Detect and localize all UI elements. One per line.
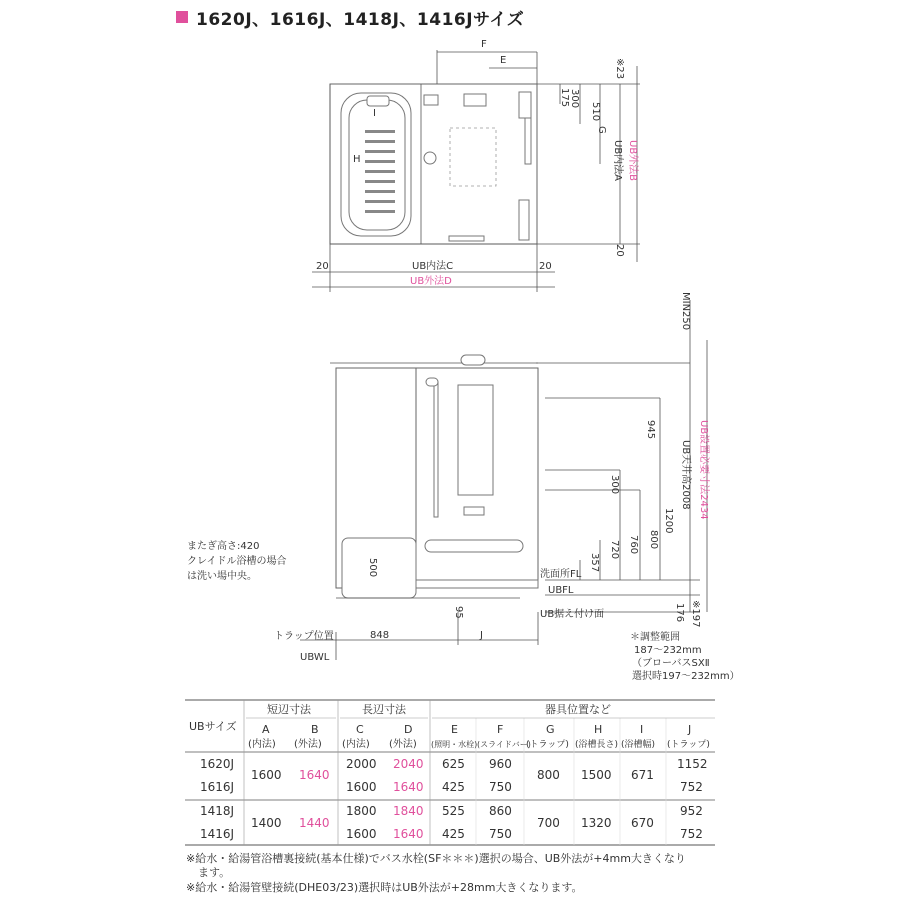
row-size: 1620J <box>200 757 235 771</box>
col-d: D <box>404 723 413 736</box>
plan-dim-23: ※23 <box>614 58 625 80</box>
elev-dim-j: J <box>480 630 483 641</box>
elev-step-height: またぎ高さ:420 <box>187 541 260 552</box>
group2-g: 700 <box>537 816 560 830</box>
elev-bathtub <box>342 538 416 598</box>
elev-counter <box>425 540 523 552</box>
col-a-sub: (内法) <box>248 739 276 750</box>
elev-dim-760: 760 <box>628 535 639 555</box>
group2-h: 1320 <box>581 816 612 830</box>
elev-dim-176: 176 <box>674 603 685 623</box>
elev-ub-mount: UB据え付け面 <box>540 609 605 620</box>
elev-cradle-2: は洗い場中央。 <box>187 571 257 582</box>
plan-dim-510: 510 <box>590 102 601 122</box>
row-size: 1418J <box>200 804 235 818</box>
elev-adjust-3: （ブローバスSXⅡ <box>632 658 710 669</box>
elev-required: UB設置必要寸法2434 <box>698 420 709 520</box>
elev-ceiling-light <box>461 355 485 365</box>
group1-i: 671 <box>631 768 654 782</box>
row-d: 2040 <box>393 757 424 771</box>
note-1-line-a: ※給水・給湯管浴槽裏接続(基本仕様)でバス水栓(SF＊＊＊)選択の場合、UB外法が+4mm大きくなり <box>186 852 686 865</box>
elev-dim-800: 800 <box>648 530 659 550</box>
elev-ceiling: UB天井高2008 <box>680 440 691 510</box>
plan-faucet <box>424 95 438 105</box>
group2-a: 1400 <box>251 816 282 830</box>
elev-shower-bar <box>434 382 438 517</box>
col-g: G <box>546 723 555 736</box>
elev-wash-fl: 洗面所FL <box>540 569 582 580</box>
plan-dim-e: E <box>500 55 507 66</box>
plan-drain <box>424 152 436 164</box>
plan-tub-h: H <box>353 154 361 165</box>
row-size: 1616J <box>200 780 235 794</box>
group1-g: 800 <box>537 768 560 782</box>
note-1-line-b: ます。 <box>198 866 231 879</box>
elev-dim-95: 95 <box>453 606 464 619</box>
plan-ub-inner-a: UB内法A <box>612 140 623 182</box>
plan-dim-300: 300 <box>569 89 580 109</box>
plan-tub-i: I <box>373 108 376 119</box>
note-2: ※給水・給湯管壁接続(DHE03/23)選択時はUB外法が+28mm大きくなります。 <box>186 881 583 894</box>
elev-adjust-1: ＊調整範囲 <box>630 632 680 643</box>
col-e-sub: (照明・水栓) <box>431 740 478 749</box>
elev-adjust-4: 選択時197～232mm） <box>632 671 740 682</box>
row-j: 752 <box>680 780 703 794</box>
plan-dim-g: G <box>596 126 607 134</box>
col-h-sub: (浴槽長さ) <box>575 740 619 750</box>
row-j: 1152 <box>677 757 708 771</box>
elev-dim-197: ※197 <box>690 600 701 628</box>
plan-mirror-cab <box>519 92 531 118</box>
elev-dim-720: 720 <box>609 540 620 560</box>
col-a: A <box>262 723 270 736</box>
table-long-side: 長辺寸法 <box>362 703 406 716</box>
col-j-sub: (トラップ) <box>667 740 710 750</box>
elev-ubfl: UBFL <box>548 585 574 596</box>
plan-door <box>525 118 531 164</box>
row-c: 1600 <box>346 827 377 841</box>
table-fixture-pos: 器具位置など <box>545 703 611 716</box>
note-1 <box>186 852 686 880</box>
col-g-sub: (トラップ) <box>526 740 569 750</box>
row-f: 750 <box>489 780 512 794</box>
elev-shower-head <box>426 378 438 386</box>
plan-door-rail <box>519 200 529 240</box>
elev-dim-1200: 1200 <box>663 508 674 534</box>
plan-ub-inner-c: UB内法C <box>412 261 454 272</box>
elev-dim-500: 500 <box>367 558 378 578</box>
col-f-sub: (スライドバー) <box>477 740 531 749</box>
col-j: J <box>688 723 692 736</box>
page-title: 1620J、1616J、1418J、1416Jサイズ <box>196 9 525 30</box>
col-c-sub: (内法) <box>342 739 370 750</box>
row-e: 425 <box>442 780 465 794</box>
elev-mirror <box>458 385 493 495</box>
elev-dim-848: 848 <box>370 630 390 641</box>
col-b-sub: (外法) <box>294 739 322 750</box>
row-f: 750 <box>489 827 512 841</box>
col-e: E <box>451 723 458 736</box>
plan-handrail <box>449 236 484 241</box>
row-c: 2000 <box>346 757 377 771</box>
row-f: 960 <box>489 757 512 771</box>
group2-b: 1440 <box>299 816 330 830</box>
row-c: 1600 <box>346 780 377 794</box>
col-i: I <box>640 723 644 736</box>
row-d: 1840 <box>393 804 424 818</box>
plan-dim-f: F <box>481 39 487 50</box>
col-f: F <box>497 723 504 736</box>
row-size: 1416J <box>200 827 235 841</box>
group2-i: 670 <box>631 816 654 830</box>
elev-trap-pos: トラップ位置 <box>274 631 334 642</box>
elev-dim-357: 357 <box>589 553 600 573</box>
plan-shelf <box>464 94 486 106</box>
row-j: 952 <box>680 804 703 818</box>
group1-a: 1600 <box>251 768 282 782</box>
table-ub-size: UBサイズ <box>189 720 237 733</box>
elev-min250: MIN250 <box>680 292 691 331</box>
plan-ub-outer-d: UB外法D <box>410 276 452 287</box>
elev-faucet <box>464 507 484 515</box>
row-e: 625 <box>442 757 465 771</box>
plan-ub-outer-b: UB外法B <box>627 140 638 182</box>
plan-dim-175: 175 <box>559 88 570 108</box>
group1-b: 1640 <box>299 768 330 782</box>
elev-ubwl: UBWL <box>300 652 330 663</box>
elev-dim-945: 945 <box>645 420 656 440</box>
group1-h: 1500 <box>581 768 612 782</box>
col-c: C <box>356 723 364 736</box>
row-d: 1640 <box>393 827 424 841</box>
elev-adjust-2: 187～232mm <box>634 645 702 656</box>
elev-cradle-1: クレイドル浴槽の場合 <box>187 556 287 567</box>
plan-dim-20-right: 20 <box>614 244 625 257</box>
table-short-side: 短辺寸法 <box>267 703 311 716</box>
plan-dim-20-left: 20 <box>316 261 329 272</box>
row-f: 860 <box>489 804 512 818</box>
plan-bathtub-dots <box>365 130 395 213</box>
row-e: 425 <box>442 827 465 841</box>
row-e: 525 <box>442 804 465 818</box>
row-d: 1640 <box>393 780 424 794</box>
elev-floor <box>416 580 538 588</box>
col-b: B <box>311 723 319 736</box>
plan-dim-20-right-bottom: 20 <box>539 261 552 272</box>
col-i-sub: (浴槽幅) <box>621 740 656 750</box>
elev-dim-300: 300 <box>609 475 620 495</box>
col-h: H <box>594 723 603 736</box>
row-c: 1800 <box>346 804 377 818</box>
row-j: 752 <box>680 827 703 841</box>
col-d-sub: (外法) <box>389 739 417 750</box>
